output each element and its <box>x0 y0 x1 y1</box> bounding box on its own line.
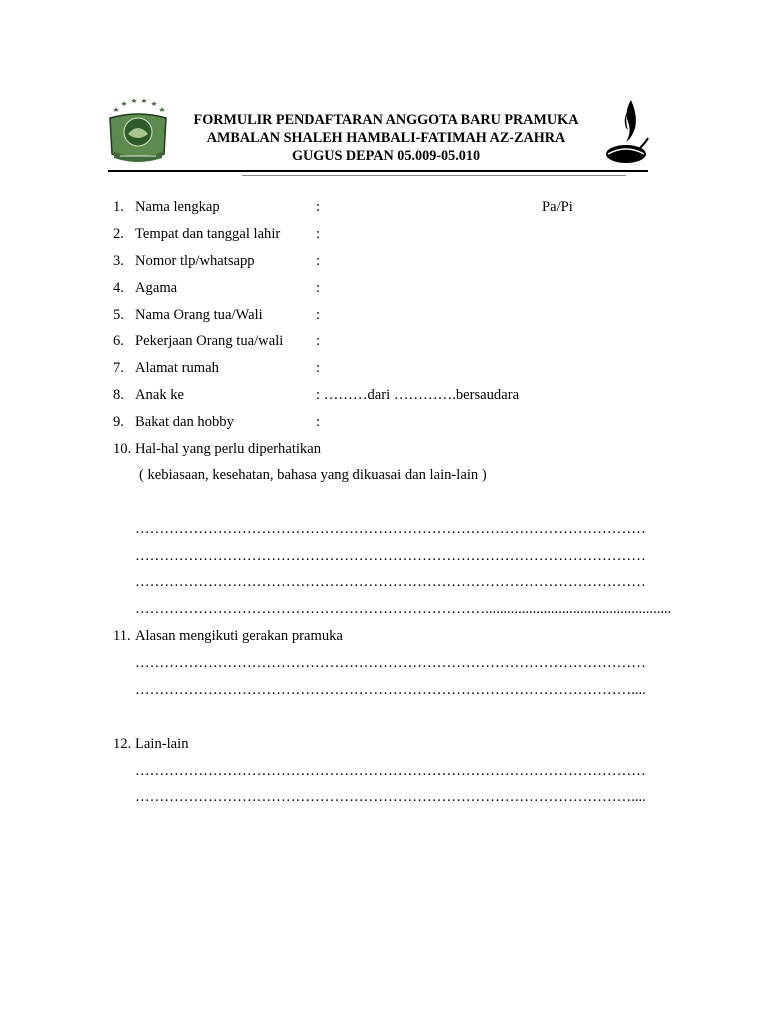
school-logo-icon <box>106 98 170 166</box>
fill-dots: ………………………………………………………………………………………….... <box>135 682 646 698</box>
field-number: 8. <box>113 387 124 403</box>
field-number: 5. <box>113 307 124 323</box>
fill-dots: …………………………………………………………………………………………… <box>135 574 646 590</box>
field-label: Pekerjaan Orang tua/wali <box>135 333 284 349</box>
field-number: 2. <box>113 226 124 242</box>
gender-option[interactable]: Pa/Pi <box>542 199 573 215</box>
field-label: Nama Orang tua/Wali <box>135 307 263 323</box>
field-number: 7. <box>113 360 124 376</box>
form-header <box>106 98 650 176</box>
field-colon: : <box>316 307 321 323</box>
fill-dots: …………………………………………………………………………………………… <box>135 655 646 671</box>
field-number: 12. <box>113 736 132 752</box>
field-number: 6. <box>113 333 124 349</box>
field-colon: : <box>316 226 321 242</box>
field-number: 11. <box>113 628 131 644</box>
field-number: 10. <box>113 441 132 457</box>
fill-dots: …………………………………………………………………………………………… <box>135 763 646 779</box>
fill-dots: …………………………………………………………………………………………… <box>135 521 646 537</box>
field-label: Alamat rumah <box>135 360 219 376</box>
field-number: 9. <box>113 414 124 430</box>
fill-dots: …………………………………………………………………………………………… <box>135 548 646 564</box>
field-label: Bakat dan hobby <box>135 414 234 430</box>
form-title <box>172 111 600 165</box>
field-colon: : <box>316 414 321 430</box>
field-number: 1. <box>113 199 124 215</box>
field-label: Alasan mengikuti gerakan pramuka <box>135 628 343 644</box>
field-note-text: ( kebiasaan, kesehatan, bahasa yang dikuasai dan lain-lain ) <box>139 467 487 483</box>
title-line-2: AMBALAN SHALEH HAMBALI-FATIMAH AZ-ZAHRA <box>206 130 566 146</box>
field-colon: : <box>316 360 321 376</box>
title-line-1: FORMULIR PENDAFTARAN ANGGOTA BARU PRAMUKA <box>193 112 579 128</box>
field-colon: : <box>316 280 321 296</box>
field-colon: : <box>316 253 321 269</box>
field-label: Agama <box>135 280 178 296</box>
field-label: Anak ke <box>135 387 185 403</box>
field-label: Hal-hal yang perlu diperhatikan <box>135 441 321 457</box>
field-label: Nama lengkap <box>135 199 220 215</box>
title-line-3: GUGUS DEPAN 05.009-05.010 <box>291 148 481 164</box>
field-number: 4. <box>113 280 124 296</box>
field-label: Tempat dan tanggal lahir <box>135 226 281 242</box>
fill-dots: ………………………………………………………………………………………….... <box>135 789 646 805</box>
field-colon-sibling: : ………dari ………….bersaudara <box>316 387 520 403</box>
pramuka-tunas-kelapa-icon <box>604 98 650 166</box>
header-rule-thick <box>108 170 648 172</box>
field-colon: : <box>316 199 321 215</box>
fill-dots: ………………………………………………………………................................................... <box>135 601 672 617</box>
field-label: Lain-lain <box>135 736 189 752</box>
field-number: 3. <box>113 253 124 269</box>
field-label: Nomor tlp/whatsapp <box>135 253 255 269</box>
field-colon: : <box>316 333 321 349</box>
header-rule-thin <box>242 175 626 176</box>
